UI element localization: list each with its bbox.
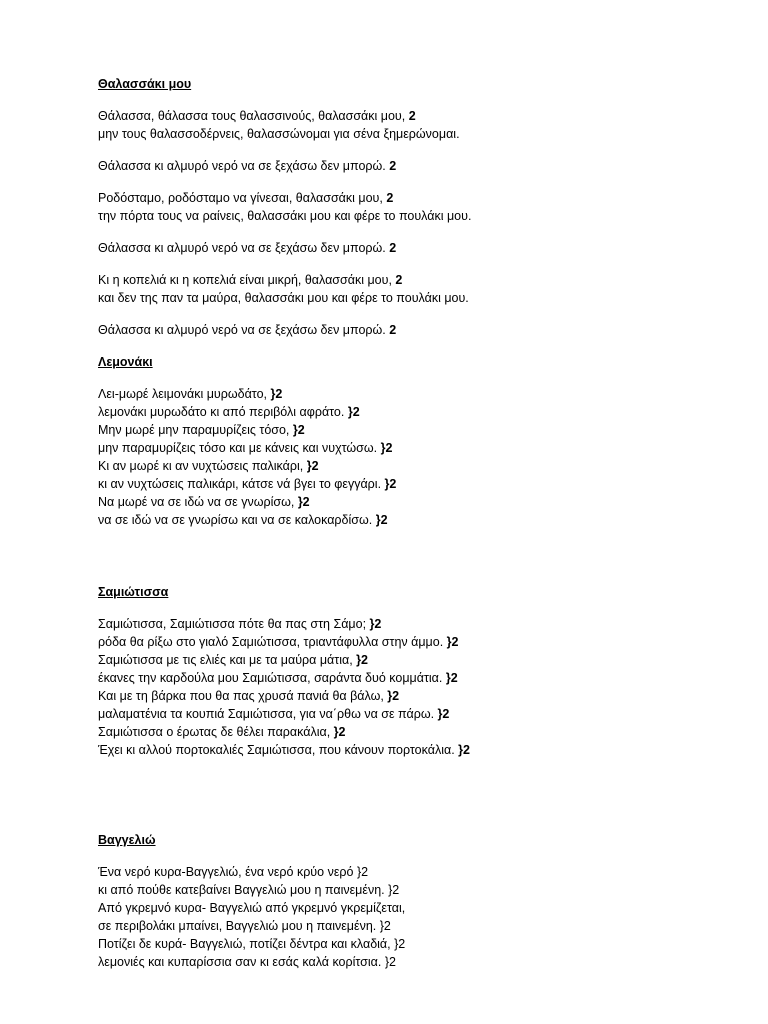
verse-text: Θάλασσα κι αλμυρό νερό να σε ξεχάσω δεν μπορώ. xyxy=(98,323,390,337)
verse-text: σε περιβολάκι μπαίνει, Βαγγελιώ μου η παινεμένη. xyxy=(98,919,380,933)
song-title: Λεμονάκι xyxy=(98,355,153,369)
verse-line xyxy=(98,385,738,403)
section-spacer xyxy=(98,543,738,583)
stanza xyxy=(98,385,738,529)
repeat-mark: 2 xyxy=(389,323,397,337)
stanza xyxy=(98,189,738,225)
stanza xyxy=(98,157,738,175)
repeat-mark: }2 xyxy=(394,937,406,951)
repeat-mark: }2 xyxy=(347,405,360,419)
verse-line xyxy=(98,863,738,881)
repeat-mark: 2 xyxy=(389,241,397,255)
verse-text: Θάλασσα κι αλμυρό νερό να σε ξεχάσω δεν μπορώ. xyxy=(98,241,390,255)
repeat-mark: }2 xyxy=(445,671,458,685)
verse-line xyxy=(98,511,738,529)
verse-text: Ένα νερό κυρα-Βαγγελιώ, ένα νερό κρύο νερό xyxy=(98,865,357,879)
song-section xyxy=(98,75,738,339)
repeat-mark: }2 xyxy=(446,635,459,649)
verse-text: Κι αν μωρέ κι αν νυχτώσεις παλικάρι, xyxy=(98,459,307,473)
verse-text: Λει-μωρέ λειμονάκι μυρωδάτο, xyxy=(98,387,271,401)
verse-text: κι από πούθε κατεβαίνει Βαγγελιώ μου η παινεμένη. xyxy=(98,883,389,897)
repeat-mark: }2 xyxy=(356,865,369,879)
repeat-mark: 2 xyxy=(386,191,394,205)
repeat-mark: 2 xyxy=(395,273,403,287)
verse-line xyxy=(98,107,738,125)
song-title: Θαλασσάκι μου xyxy=(98,77,192,91)
song-section xyxy=(98,583,738,759)
verse-text: την πόρτα τους να ραίνεις, θαλασσάκι μου και φέρε το πουλάκι μου. xyxy=(98,209,472,223)
repeat-mark: }2 xyxy=(380,441,393,455)
stanza xyxy=(98,863,738,971)
repeat-mark: }2 xyxy=(458,743,470,757)
repeat-mark: }2 xyxy=(384,477,397,491)
verse-line xyxy=(98,669,738,687)
repeat-mark: }2 xyxy=(369,617,382,631)
repeat-mark: }2 xyxy=(384,955,396,969)
repeat-mark: 2 xyxy=(389,159,397,173)
verse-line xyxy=(98,189,738,207)
verse-text: Κι η κοπελιά κι η κοπελιά είναι μικρή, θαλασσάκι μου, xyxy=(98,273,396,287)
verse-text: Και με τη βάρκα που θα πας χρυσά πανιά θα βάλω, xyxy=(98,689,388,703)
verse-line xyxy=(98,239,738,257)
song-title: Βαγγελιώ xyxy=(98,833,156,847)
verse-line xyxy=(98,207,738,225)
stanza xyxy=(98,321,738,339)
verse-text: Να μωρέ να σε ιδώ να σε γνωρίσω, xyxy=(98,495,298,509)
repeat-mark: }2 xyxy=(306,459,319,473)
verse-text: Μην μωρέ μην παραμυρίζεις τόσο, xyxy=(98,423,293,437)
verse-line xyxy=(98,421,738,439)
verse-line xyxy=(98,881,738,899)
verse-line xyxy=(98,271,738,289)
verse-line xyxy=(98,475,738,493)
song-section xyxy=(98,831,738,971)
verse-line xyxy=(98,615,738,633)
verse-line xyxy=(98,457,738,475)
stanza xyxy=(98,107,738,143)
verse-text: μαλαματένια τα κουπιά Σαμιώτισσα, για να΄ρθω να σε πάρω. xyxy=(98,707,438,721)
verse-line xyxy=(98,953,738,971)
repeat-mark: }2 xyxy=(379,919,391,933)
section-spacer xyxy=(98,773,738,831)
repeat-mark: }2 xyxy=(388,883,400,897)
verse-line xyxy=(98,125,738,143)
verse-line xyxy=(98,705,738,723)
repeat-mark: }2 xyxy=(387,689,400,703)
verse-line xyxy=(98,289,738,307)
stanza xyxy=(98,615,738,759)
verse-text: Θάλασσα κι αλμυρό νερό να σε ξεχάσω δεν μπορώ. xyxy=(98,159,390,173)
verse-text: Ροδόσταμο, ροδόσταμο να γίνεσαι, θαλασσάκι μου, xyxy=(98,191,387,205)
verse-line xyxy=(98,687,738,705)
verse-text: λεμονάκι μυρωδάτο κι από περιβόλι αφράτο. xyxy=(98,405,348,419)
repeat-mark: }2 xyxy=(375,513,388,527)
verse-text: έκανες την καρδούλα μου Σαμιώτισσα, σαράντα δυό κομμάτια. xyxy=(98,671,446,685)
verse-line xyxy=(98,935,738,953)
verse-line xyxy=(98,439,738,457)
repeat-mark: }2 xyxy=(333,725,346,739)
verse-line xyxy=(98,403,738,421)
verse-line xyxy=(98,633,738,651)
verse-text: λεμονιές και κυπαρίσσια σαν κι εσάς καλά κορίτσια. xyxy=(98,955,385,969)
verse-text: να σε ιδώ να σε γνωρίσω και να σε καλοκαρδίσω. xyxy=(98,513,376,527)
repeat-mark: }2 xyxy=(437,707,450,721)
repeat-mark: 2 xyxy=(408,109,416,123)
verse-text: Σαμιώτισσα, Σαμιώτισσα πότε θα πας στη Σάμο; xyxy=(98,617,370,631)
verse-line xyxy=(98,917,738,935)
stanza xyxy=(98,239,738,257)
repeat-mark: }2 xyxy=(356,653,368,667)
verse-text: Ποτίζει δε κυρά- Βαγγελιώ, ποτίζει δέντρα και κλαδιά, xyxy=(98,937,395,951)
verse-text: Σαμιώτισσα ο έρωτας δε θέλει παρακάλια, xyxy=(98,725,334,739)
verse-text: Έχει κι αλλού πορτοκαλιές Σαμιώτισσα, που κάνουν πορτοκάλια. xyxy=(98,743,459,757)
repeat-mark: }2 xyxy=(292,423,305,437)
verse-line xyxy=(98,321,738,339)
verse-line xyxy=(98,651,738,669)
verse-line xyxy=(98,157,738,175)
verse-text: Σαμιώτισσα με τις ελιές και με τα μαύρα μάτια, xyxy=(98,653,357,667)
verse-text: Θάλασσα, θάλασσα τους θαλασσινούς, θαλασσάκι μου, xyxy=(98,109,409,123)
verse-line xyxy=(98,899,738,917)
verse-line xyxy=(98,741,738,759)
song-title: Σαμιώτισσα xyxy=(98,585,169,599)
verse-text: μην τους θαλασσοδέρνεις, θαλασσώνομαι για σένα ξημερώνομαι. xyxy=(98,127,460,141)
verse-text: κι αν νυχτώσεις παλικάρι, κάτσε νά βγει το φεγγάρι. xyxy=(98,477,385,491)
stanza xyxy=(98,271,738,307)
verse-text: μην παραμυρίζεις τόσο και με κάνεις και νυχτώσω. xyxy=(98,441,381,455)
verse-line xyxy=(98,723,738,741)
verse-text: και δεν της παν τα μαύρα, θαλασσάκι μου και φέρε το πουλάκι μου. xyxy=(98,291,469,305)
repeat-mark: }2 xyxy=(270,387,283,401)
verse-text: ρόδα θα ρίξω στο γιαλό Σαμιώτισσα, τριαντάφυλλα στην άμμο. xyxy=(98,635,447,649)
document-page xyxy=(98,75,738,985)
verse-text: Από γκρεμνό κυρα- Βαγγελιώ από γκρεμνό γκρεμίζεται, xyxy=(98,901,406,915)
song-section xyxy=(98,353,738,529)
repeat-mark: }2 xyxy=(297,495,310,509)
verse-line xyxy=(98,493,738,511)
